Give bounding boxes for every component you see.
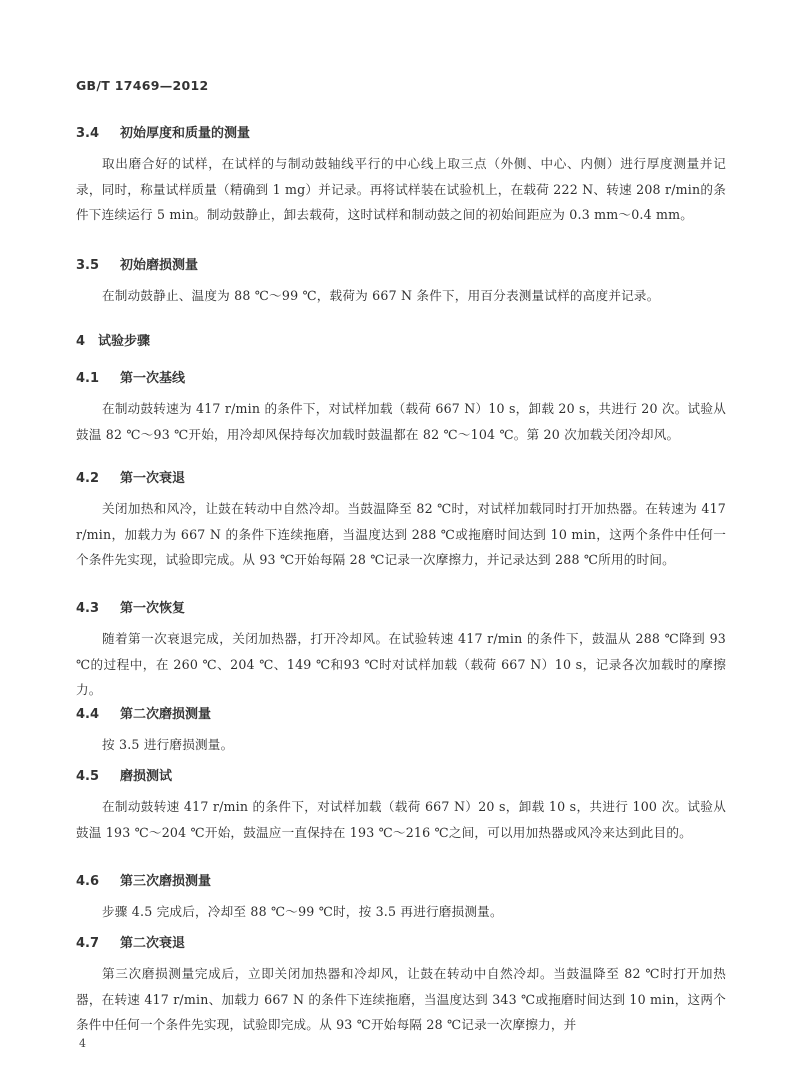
paragraph: 按 3.5 进行磨损测量。 [102, 737, 234, 752]
section-heading [76, 932, 726, 951]
section-3-4 [76, 122, 726, 228]
section-title: 第二次磨损测量 [120, 707, 212, 722]
section-heading [76, 703, 726, 722]
page-number: 4 [79, 1037, 86, 1050]
section-4-1 [76, 367, 726, 447]
paragraph: 在制动鼓转速为 417 r/min 的条件下，对试样加载（载荷 667 N）10 s，卸载 20 s，共进行 20 次。试验从鼓温 82 ℃～93 ℃开始，用冷却风保持每次加载时鼓温都在 82 ℃～104 ℃。第 20 次加载关闭冷却风。 [76, 401, 726, 442]
section-title: 第二次衰退 [120, 936, 186, 951]
section-title: 第一次基线 [120, 371, 186, 386]
section-4-3 [76, 597, 726, 703]
standard-code: GB/T 17469—2012 [76, 78, 209, 93]
section-4-6 [76, 870, 726, 925]
section-4-5 [76, 765, 726, 845]
section-number: 4.2 [76, 471, 100, 486]
section-number: 4.5 [76, 769, 100, 784]
section-heading [76, 367, 726, 386]
section-title: 第一次衰退 [120, 471, 186, 486]
section-number: 3.4 [76, 126, 100, 141]
paragraph: 在制动鼓转速 417 r/min 的条件下，对试样加载（载荷 667 N）20 s，卸载 10 s，共进行 100 次。试验从鼓温 193 ℃～204 ℃开始，鼓温应一直保持在 193 ℃～216 ℃之间，可以用加热器或风冷来达到此目的。 [76, 799, 726, 840]
section-heading [76, 122, 726, 141]
section-heading [76, 254, 726, 273]
section-number: 4.7 [76, 936, 100, 951]
chapter-heading [76, 330, 726, 349]
paragraph: 第三次磨损测量完成后，立即关闭加热器和冷却风，让鼓在转动中自然冷却。当鼓温降至 82 ℃时打开加热器，在转速 417 r/min、加载力 667 N 的条件下连续拖磨，当温度达到 343 ℃或拖磨时间达到 10 min，这两个条件中任何一个条件先实现，试验即完成。从 93 ℃开始每隔 28 ℃记录一次摩擦力，并 [76, 966, 726, 1032]
paragraph: 在制动鼓静止、温度为 88 ℃～99 ℃，载荷为 667 N 条件下，用百分表测量试样的高度并记录。 [102, 288, 660, 303]
section-number: 4 [76, 334, 86, 349]
paragraph: 取出磨合好的试样，在试样的与制动鼓轴线平行的中心线上取三点（外侧、中心、内侧）进行厚度测量并记录，同时，称量试样质量（精确到 1 mg）并记录。再将试样装在试验机上，在载荷 222 N、转速 208 r/min的条件下连续运行 5 min。制动鼓静止，卸去载荷，这时试样和制动鼓之间的初始间距应为 0.3 mm～0.4 mm。 [76, 156, 726, 222]
section-heading [76, 765, 726, 784]
section-title: 第三次磨损测量 [120, 874, 212, 889]
section-number: 4.6 [76, 874, 100, 889]
paragraph: 关闭加热和风冷，让鼓在转动中自然冷却。当鼓温降至 82 ℃时，对试样加载同时打开加热器。在转速为 417 r/min，加载力为 667 N 的条件下连续拖磨，当温度达到 288 ℃或拖磨时间达到 10 min，这两个条件中任何一个条件先实现，试验即完成。从 93 ℃开始每隔 28 ℃记录一次摩擦力，并记录达到 288 ℃所用的时间。 [76, 501, 726, 567]
section-title: 初始磨损测量 [120, 258, 199, 273]
section-number: 4.1 [76, 371, 100, 386]
section-number: 4.4 [76, 707, 100, 722]
section-heading [76, 467, 726, 486]
paragraph: 随着第一次衰退完成，关闭加热器，打开冷却风。在试验转速 417 r/min 的条件下，鼓温从 288 ℃降到 93 ℃的过程中，在 260 ℃、204 ℃、149 ℃和93 ℃时对试样加载（载荷 667 N）10 s，记录各次加载时的摩擦力。 [76, 631, 726, 697]
section-4-2 [76, 467, 726, 573]
section-number: 4.3 [76, 601, 100, 616]
section-title: 磨损测试 [120, 769, 173, 784]
section-4-4 [76, 703, 726, 758]
section-heading [76, 870, 726, 889]
paragraph: 步骤 4.5 完成后，冷却至 88 ℃～99 ℃时，按 3.5 再进行磨损测量。 [102, 904, 503, 919]
section-title: 初始厚度和质量的测量 [120, 126, 251, 141]
section-title: 试验步骤 [98, 334, 151, 349]
section-3-5 [76, 254, 726, 309]
section-heading [76, 597, 726, 616]
section-4-7 [76, 932, 726, 1038]
section-number: 3.5 [76, 258, 100, 273]
section-4 [76, 330, 726, 349]
section-title: 第一次恢复 [120, 601, 186, 616]
